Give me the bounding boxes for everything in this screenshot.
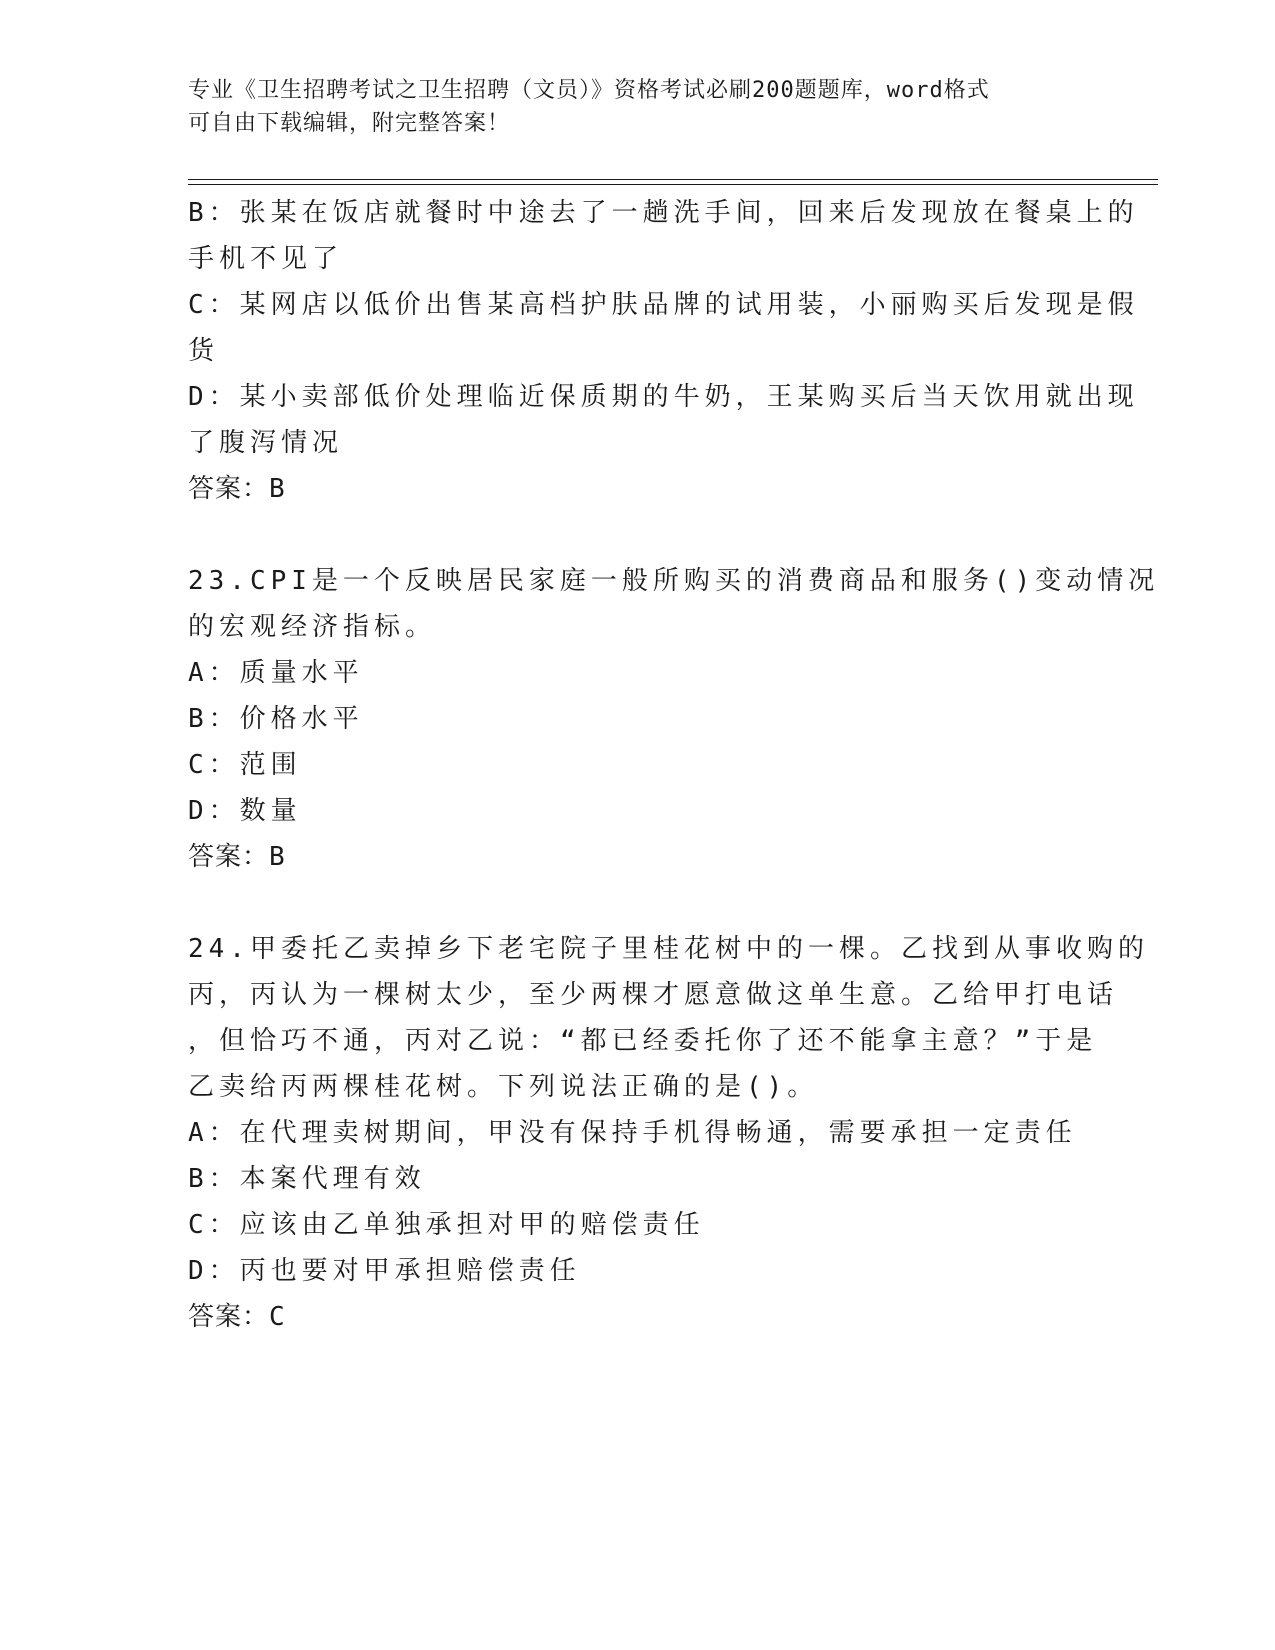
option-d: D：丙也要对甲承担赔偿责任 <box>188 1256 581 1286</box>
option-c: C：范围 <box>188 750 302 780</box>
option-b: B：本案代理有效 <box>188 1164 426 1194</box>
option-c-line-2: 货 <box>188 336 220 366</box>
option-b-line-1: B：张某在饭店就餐时中途去了一趟洗手间，回来后发现放在餐桌上的 <box>188 198 1139 228</box>
answer-line: 答案：B <box>188 474 286 504</box>
header-line-1: 专业《卫生招聘考试之卫生招聘（文员）》资格考试必刷200题题库，word格式 <box>188 78 990 103</box>
question-stem-line-1: 24.甲委托乙卖掉乡下老宅院子里桂花树中的一棵。乙找到从事收购的 <box>188 934 1149 964</box>
answer-line: 答案：C <box>188 1302 286 1332</box>
header-divider-bottom <box>188 184 1158 185</box>
option-b: B：价格水平 <box>188 704 364 734</box>
spacer <box>188 512 1088 558</box>
option-a: A：在代理卖树期间，甲没有保持手机得畅通，需要承担一定责任 <box>188 1118 1077 1148</box>
option-d-line-2: 了腹泻情况 <box>188 428 344 458</box>
header-divider-top <box>188 179 1158 180</box>
previous-question <box>188 190 1139 512</box>
option-b-line-2: 手机不见了 <box>188 244 344 274</box>
option-a: A：质量水平 <box>188 658 364 688</box>
document-header <box>188 74 1068 140</box>
question-24 <box>188 926 1149 1340</box>
option-d: D：数量 <box>188 796 302 826</box>
option-c: C：应该由乙单独承担对甲的赔偿责任 <box>188 1210 705 1240</box>
option-d-line-1: D：某小卖部低价处理临近保质期的牛奶，王某购买后当天饮用就出现 <box>188 382 1139 412</box>
question-stem-line-3: ，但恰巧不通，丙对乙说：“都已经委托你了还不能拿主意？”于是 <box>188 1026 1098 1056</box>
question-23 <box>188 558 1160 880</box>
answer-line: 答案：B <box>188 842 286 872</box>
question-content <box>188 190 1160 1340</box>
option-c-line-1: C：某网店以低价出售某高档护肤品牌的试用装，小丽购买后发现是假 <box>188 290 1139 320</box>
header-line-2: 可自由下载编辑，附完整答案！ <box>188 111 511 136</box>
spacer <box>188 880 1088 926</box>
question-stem-line-2: 的宏观经济指标。 <box>188 612 437 642</box>
question-stem-line-1: 23.CPI是一个反映居民家庭一般所购买的消费商品和服务()变动情况 <box>188 566 1160 596</box>
question-stem-line-2: 丙，丙认为一棵树太少，至少两棵才愿意做这单生意。乙给甲打电话 <box>188 980 1119 1010</box>
question-stem-line-4: 乙卖给丙两棵桂花树。下列说法正确的是()。 <box>188 1072 819 1102</box>
